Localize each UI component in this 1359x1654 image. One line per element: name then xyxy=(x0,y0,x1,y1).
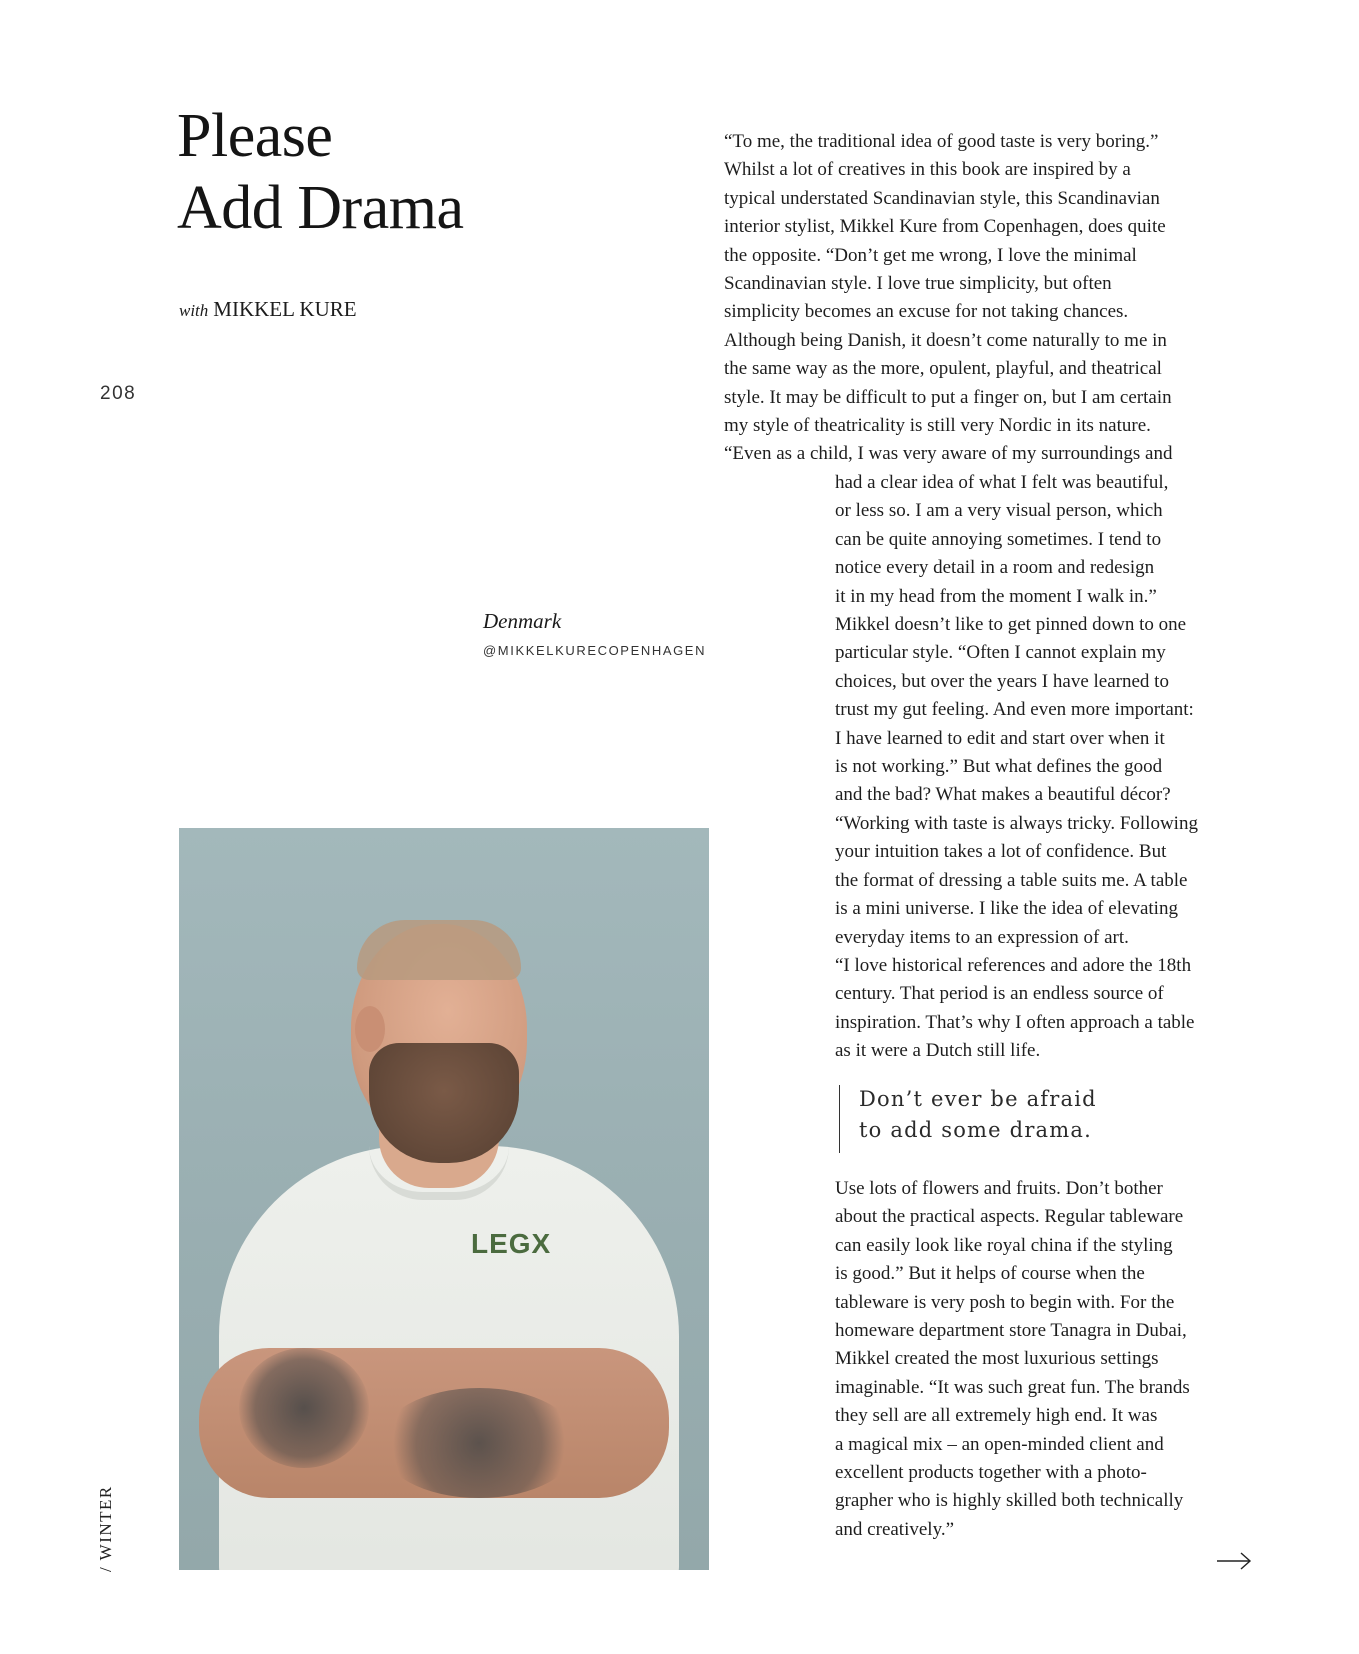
location-country: Denmark xyxy=(483,609,562,633)
arrow-right-icon-graphic xyxy=(1216,1550,1252,1572)
page-title xyxy=(177,100,463,244)
portrait-photo xyxy=(179,828,709,1570)
pull-quote xyxy=(839,1085,1097,1153)
byline xyxy=(179,296,357,324)
section-label: / WINTER xyxy=(96,1485,115,1572)
instagram-handle: @MIKKELKURECOPENHAGEN xyxy=(483,643,707,658)
body-text-column-2: had a clear idea of what I felt was beautiful, or less so. I am a very visual person, which can be quite annoying sometimes. I tend to notice every detail in a room and redesign it in my head from the moment I walk in.” Mikkel doesn’t like to get pinned down to one particular style. “Often I cannot explain my choices, but over the years I have learned to trust my gut feeling. And even more important: I have learned to edit and start over when it is not working.” But what defines the good and the bad? What makes a beautiful décor? “Working with taste is always tricky. Following your intuition takes a lot of confidence. But the format of dressing a table suits me. A table is a mini universe. I like the idea of elevating everyday items to an expression of art. “I love historical references and adore the 18th century. That period is an endless source of inspiration. That’s why I often approach a table as it were a Dutch still life. xyxy=(835,472,1198,1062)
title-line-2: Add Drama xyxy=(177,174,464,242)
photo-tattoo-right xyxy=(379,1388,579,1498)
byline-name: MIKKEL KURE xyxy=(213,297,357,321)
body-text-column-3: Use lots of flowers and fruits. Don’t bother about the practical aspects. Regular tableware can easily look like royal china if the styling is good.” But it helps of course when the tableware is very posh to begin with. For the homeware department store Tanagra in Dubai, Mikkel created the most luxurious settings imaginable. “It was such great fun. The brands they sell are all extremely high end. It was a magical mix – an open-minded client and excellent products together with a photo- grapher who is highly skilled both technically and creatively.” xyxy=(835,1178,1190,1540)
pull-quote-line-2: to add some drama. xyxy=(859,1118,1092,1142)
shirt-logo: LEGX xyxy=(471,1228,552,1259)
photo-ear xyxy=(355,1006,385,1052)
body-text-column-1: “To me, the traditional idea of good taste is very boring.” Whilst a lot of creatives in this book are inspired by a typical understated Scandinavian style, this Scandinavian interior stylist, Mikkel Kure from Copenhagen, does quite the opposite. “Don’t get me wrong, I love the minimal Scandinavian style. I love true simplicity, but often simplicity becomes an excuse for not taking chances. Although being Danish, it doesn’t come naturally to me in the same way as the more, opulent, playful, and theatrical style. It may be difficult to put a finger on, but I am certain my style of theatricality is still very Nordic in its nature. “Even as a child, I was very aware of my surroundings and xyxy=(724,131,1173,465)
pull-quote-line-1: Don’t ever be afraid xyxy=(859,1087,1097,1111)
photo-tattoo-left xyxy=(239,1348,369,1468)
byline-prefix: with xyxy=(179,301,209,320)
page-number: 208 xyxy=(100,383,137,404)
photo-hair xyxy=(357,920,521,980)
arrow-right-icon[interactable] xyxy=(1216,1550,1252,1572)
title-line-1: Please xyxy=(177,102,333,170)
